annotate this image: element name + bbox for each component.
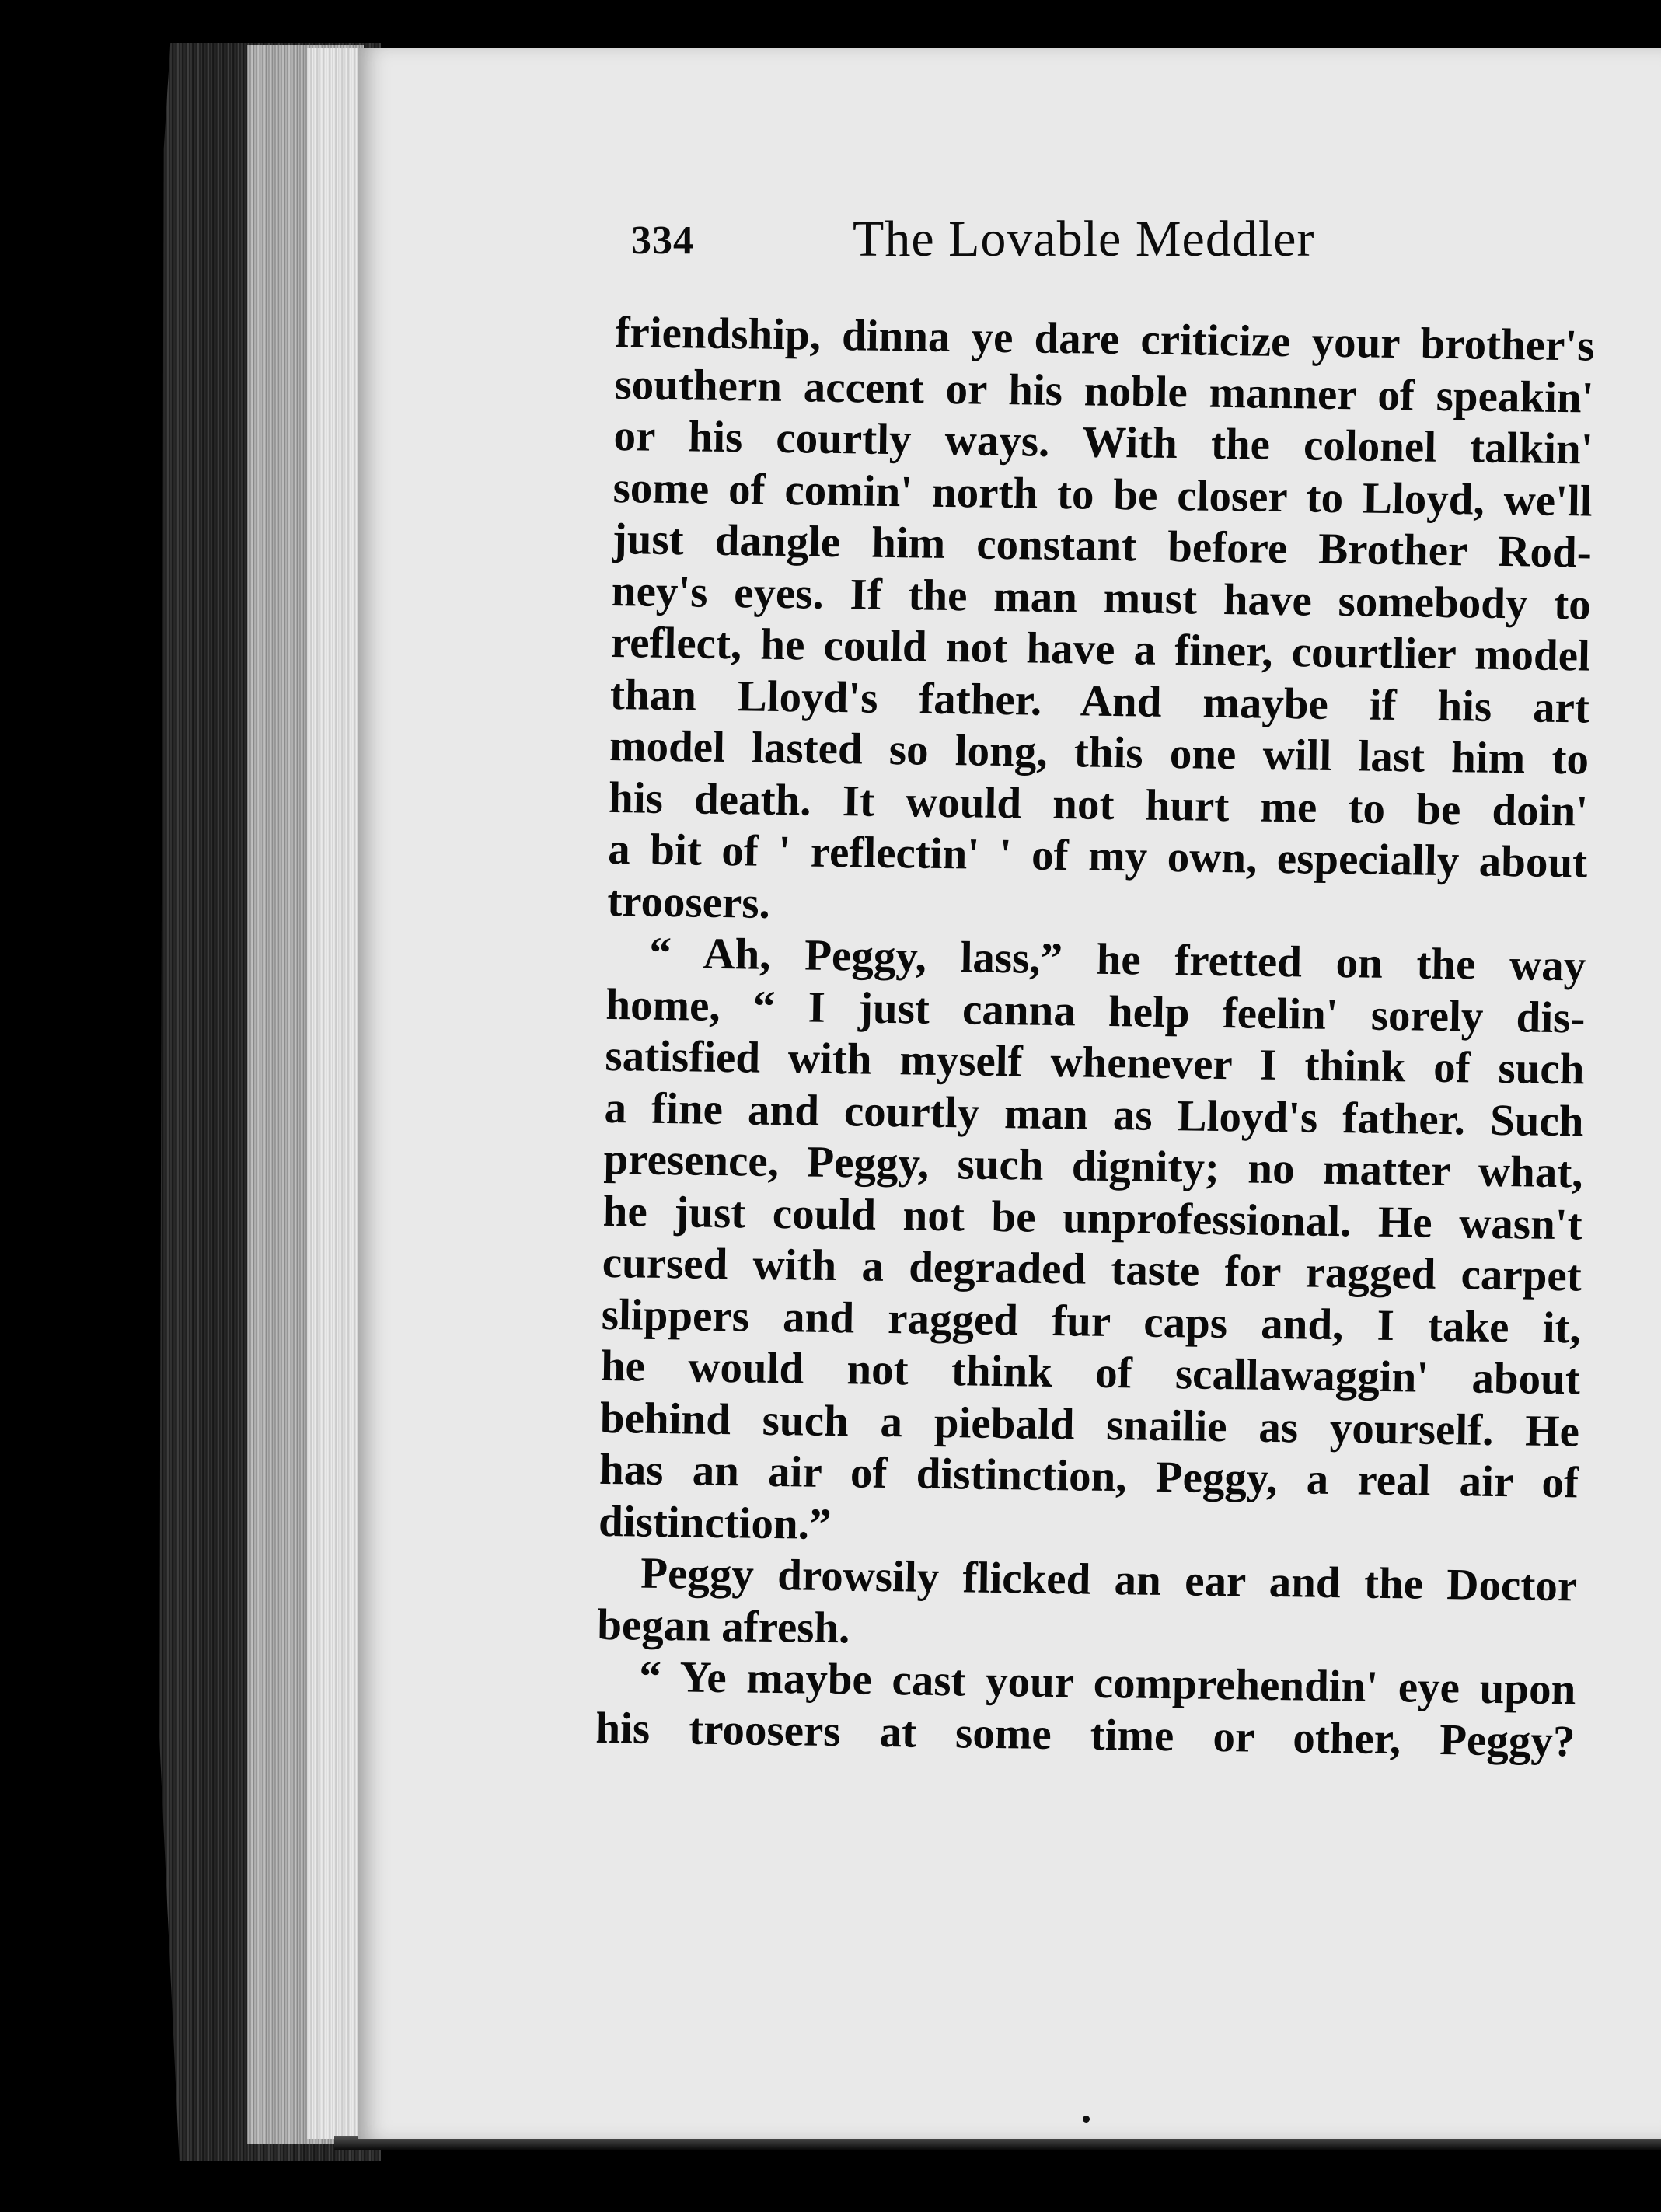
text-line: began afresh.: [596, 1600, 850, 1652]
text-line: troosers.: [606, 876, 771, 928]
text-line: friendship, dinna ye dare criticize your brother's: [615, 307, 1595, 371]
ink-speck: [1083, 2116, 1090, 2123]
paragraph: [595, 1651, 1576, 1768]
paragraph: [598, 927, 1586, 1561]
text-line: satisfied with myself whenever I think of such: [605, 1031, 1585, 1094]
running-head: [631, 210, 1642, 280]
text-line: “ Ye maybe cast your comprehendin' eye upon: [638, 1652, 1576, 1715]
text-line: model lasted so long, this one will last him to: [609, 720, 1589, 784]
paragraph: [607, 307, 1595, 941]
text-line: has an air of distinction, Peggy, a real air of: [598, 1444, 1579, 1508]
text-line: slippers and ragged fur caps and, I take it,: [601, 1289, 1582, 1352]
text-line: presence, Peggy, such dignity; no matter what,: [603, 1134, 1584, 1198]
page-edge-inner: [307, 48, 361, 2139]
text-line: southern accent or his noble manner of speakin': [614, 359, 1594, 423]
text-line: he just could not be unprofessional. He wasn't: [602, 1186, 1583, 1249]
paragraph: [597, 1547, 1578, 1665]
text-line: or his courtly ways. With the colonel talkin': [613, 410, 1594, 474]
text-line: reflect, he could not have a finer, courtlier model: [610, 617, 1591, 681]
text-line: behind such a piebald snailie as yourself. He: [599, 1393, 1580, 1456]
text-line: Peggy drowsily flicked an ear and the Doctor: [640, 1548, 1578, 1611]
text-line: a fine and courtly man as Lloyd's father. Such: [604, 1083, 1584, 1146]
text-line: his death. It would not hurt me to be doin': [608, 773, 1589, 836]
text-line: home, “ I just canna help feelin' sorely dis-: [605, 979, 1586, 1043]
text-line: than Lloyd's father. And maybe if his art: [609, 669, 1590, 733]
text-line: “ Ah, Peggy, lass,” he fretted on the way: [648, 928, 1586, 991]
text-line: a bit of ' reflectin' ' of my own, especially about: [607, 824, 1588, 888]
page-number: 334: [631, 218, 694, 263]
text-line: some of comin' north to be closer to Lloyd, we'll: [612, 462, 1593, 526]
text-line: ney's eyes. If the man must have somebody to: [611, 566, 1592, 630]
body-text: [595, 307, 1595, 1767]
text-line: he would not think of scallawaggin' about: [600, 1341, 1581, 1404]
text-line: cursed with a degraded taste for ragged carpet: [602, 1237, 1582, 1301]
book-title: The Lovable Meddler: [853, 211, 1315, 267]
text-line: distinction.”: [598, 1496, 832, 1549]
text-line: just dangle him constant before Brother Rod-: [612, 514, 1593, 577]
text-line: his troosers at some time or other, Peggy?: [595, 1703, 1576, 1766]
